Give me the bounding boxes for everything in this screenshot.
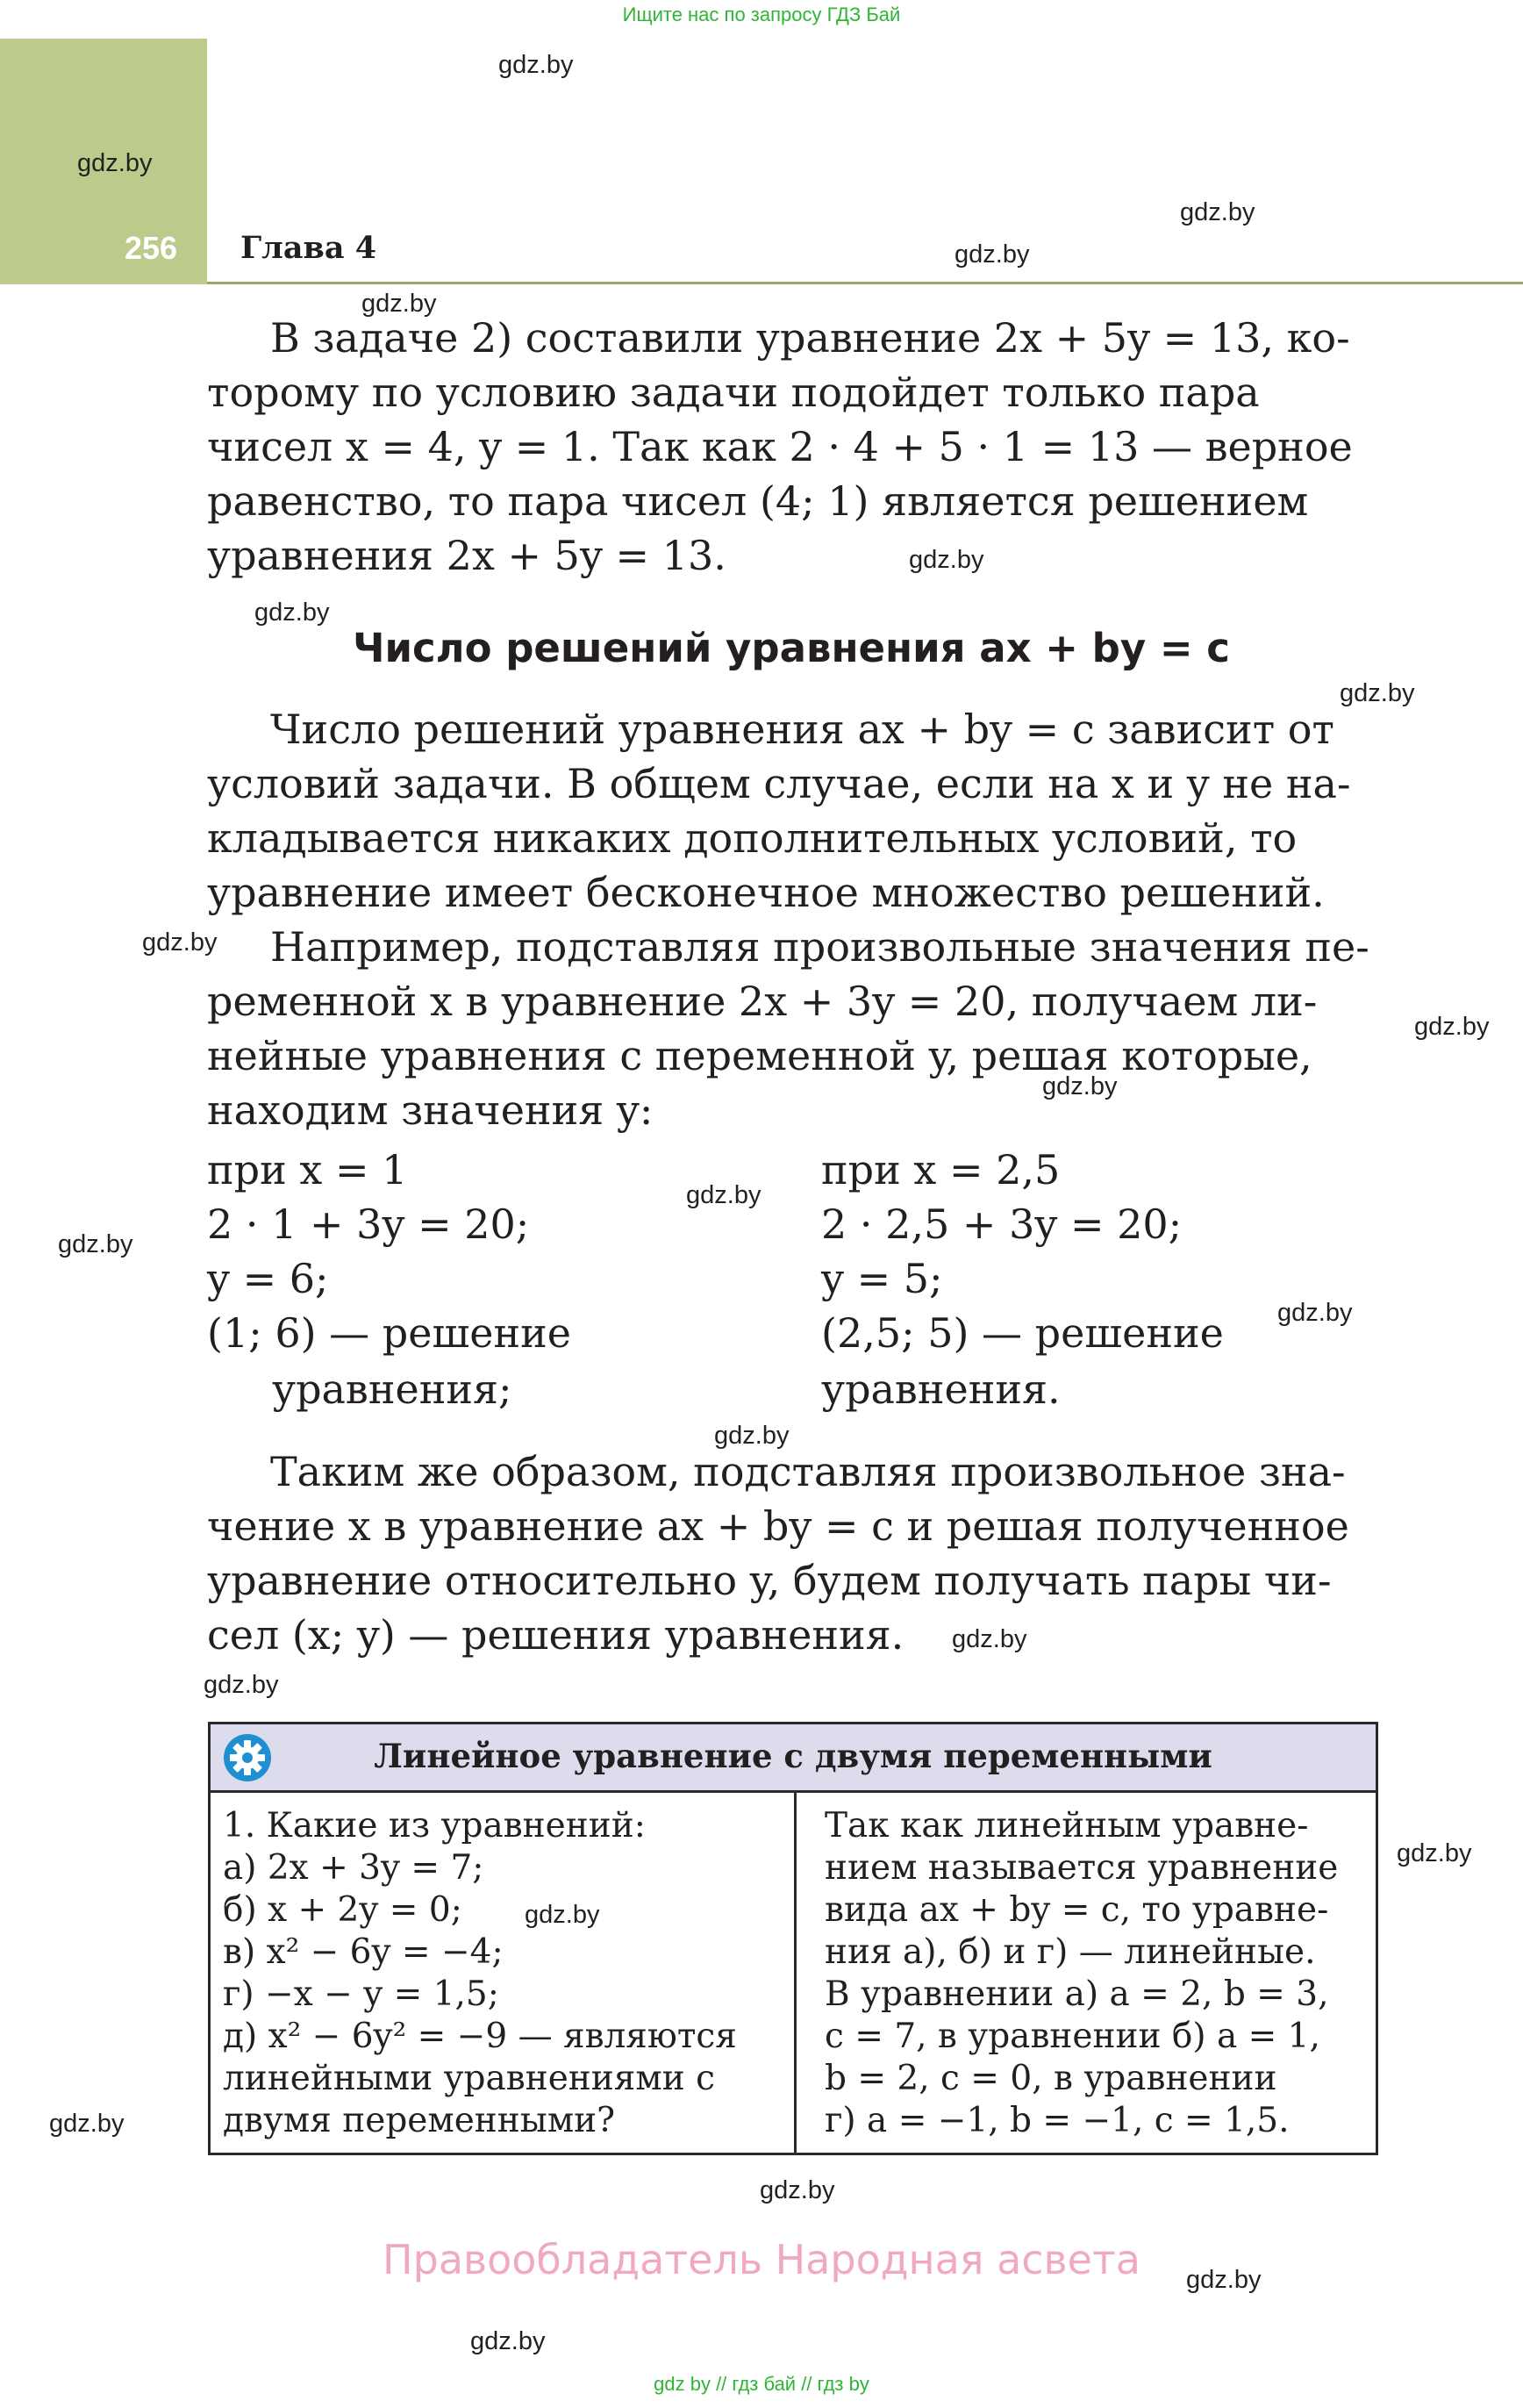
watermark: gdz.by (1042, 1072, 1118, 1100)
watermark: gdz.by (58, 1230, 133, 1258)
header-rule (207, 282, 1523, 284)
watermark: gdz.by (955, 240, 1030, 269)
intro-paragraph (207, 311, 1376, 583)
answer-line: c = 7, в уравнении б) a = 1, (825, 2017, 1320, 2056)
text-line: равенство, то пара чисел (4; 1) является решением (207, 477, 1309, 525)
answer-line: нием называется уравнение (825, 1848, 1339, 1888)
text-line: ременной x в уравнение 2x + 3y = 20, получаем ли- (207, 978, 1318, 1025)
watermark: gdz.by (470, 2327, 546, 2355)
example-line: уравнения; (272, 1365, 512, 1413)
watermark: gdz.by (1186, 2266, 1262, 2294)
text-line: уравнения 2x + 5y = 13. (207, 532, 726, 579)
text-line: нейные уравнения с переменной y, решая которые, (207, 1032, 1312, 1079)
answer-line: ния а), б) и г) — линейные. (825, 1932, 1316, 1972)
text-line: кладывается никаких дополнительных условий, то (207, 814, 1298, 862)
text-line: чисел x = 4, y = 1. Так как 2 · 4 + 5 · 1 = 13 — верное (207, 423, 1353, 470)
watermark: gdz.by (525, 1901, 600, 1929)
text-line: Таким же образом, подставляя произвольное зна- (270, 1448, 1346, 1495)
question-line: линейными уравнениями с (223, 2059, 715, 2098)
watermark: gdz.by (77, 149, 153, 177)
box-header (211, 1724, 1376, 1793)
text-line: находим значения y: (207, 1086, 654, 1134)
body-paragraph (207, 702, 1376, 1137)
example-box (208, 1722, 1378, 2155)
watermark: gdz.by (254, 598, 330, 627)
answer-line: В уравнении а) a = 2, b = 3, (825, 1974, 1329, 2014)
example-line: уравнения. (821, 1365, 1061, 1413)
watermark: gdz.by (361, 290, 437, 318)
question-line: а) 2x + 3y = 7; (223, 1848, 484, 1888)
watermark: gdz.by (952, 1625, 1027, 1653)
box-title: Линейное уравнение с двумя переменными (374, 1737, 1212, 1775)
answer-line: г) a = −1, b = −1, c = 1,5. (825, 2101, 1290, 2140)
text-line: торому по условию задачи подойдет только пара (207, 369, 1260, 416)
text-line: сел (x; y) — решения уравнения. (207, 1611, 905, 1659)
watermark: gdz.by (1340, 679, 1415, 707)
example-line: y = 5; (821, 1255, 943, 1302)
watermark: gdz.by (686, 1181, 762, 1209)
example-line: при x = 1 (207, 1146, 408, 1193)
watermark: gdz.by (142, 928, 218, 957)
watermark: gdz.by (760, 2176, 835, 2204)
text-line: Например, подставляя произвольные значения пе- (270, 923, 1369, 971)
copyright-notice: Правообладатель Народная асвета (383, 2236, 1140, 2283)
answer-line: Так как линейным уравне- (825, 1806, 1309, 1845)
question-line: двумя переменными? (223, 2101, 616, 2140)
top-banner: Ищите нас по запросу ГДЗ Бай (622, 4, 901, 25)
text-line: уравнение имеет бесконечное множество решений. (207, 869, 1325, 916)
watermark: gdz.by (498, 51, 574, 79)
question-line: д) x² − 6y² = −9 — являются (223, 2017, 737, 2056)
watermark: gdz.by (1397, 1839, 1472, 1867)
text-line: условий задачи. В общем случае, если на x и y не на- (207, 760, 1351, 807)
question-line: 1. Какие из уравнений: (223, 1806, 646, 1845)
watermark: gdz.by (714, 1422, 790, 1450)
text-line: чение x в уравнение ax + by = c и решая полученное (207, 1502, 1349, 1550)
example-line: при x = 2,5 (821, 1146, 1061, 1193)
watermark: gdz.by (1414, 1013, 1490, 1041)
watermark: gdz.by (1180, 198, 1255, 226)
answer-line: b = 2, c = 0, в уравнении (825, 2059, 1277, 2098)
footer-links: gdz by // гдз бай // гдз by (654, 2373, 869, 2395)
question-line: б) x + 2y = 0; (223, 1890, 462, 1930)
watermark: gdz.by (49, 2110, 125, 2138)
text-line: В задаче 2) составили уравнение 2x + 5y = 13, ко- (270, 314, 1350, 362)
example-line: (2,5; 5) — решение (821, 1309, 1224, 1357)
text-line: уравнение относительно y, будем получать пары чи- (207, 1557, 1332, 1604)
example-line: 2 · 1 + 3y = 20; (207, 1200, 530, 1248)
watermark: gdz.by (1277, 1299, 1353, 1327)
column-divider (794, 1793, 797, 2153)
question-line: в) x² − 6y = −4; (223, 1932, 504, 1972)
answer-line: вида ax + by = c, то уравне- (825, 1890, 1329, 1930)
question-line: г) −x − y = 1,5; (223, 1974, 499, 2014)
text-line: Число решений уравнения ax + by = c зависит от (270, 706, 1334, 753)
watermark: gdz.by (909, 546, 984, 574)
watermark: gdz.by (204, 1671, 279, 1699)
example-line: y = 6; (207, 1255, 329, 1302)
section-heading: Число решений уравнения ax + by = c (353, 625, 1230, 671)
example-line: (1; 6) — решение (207, 1309, 571, 1357)
example-line: 2 · 2,5 + 3y = 20; (821, 1200, 1183, 1248)
conclusion-paragraph (207, 1444, 1376, 1662)
chapter-title: Глава 4 (240, 230, 377, 266)
page-number: 256 (125, 230, 178, 266)
